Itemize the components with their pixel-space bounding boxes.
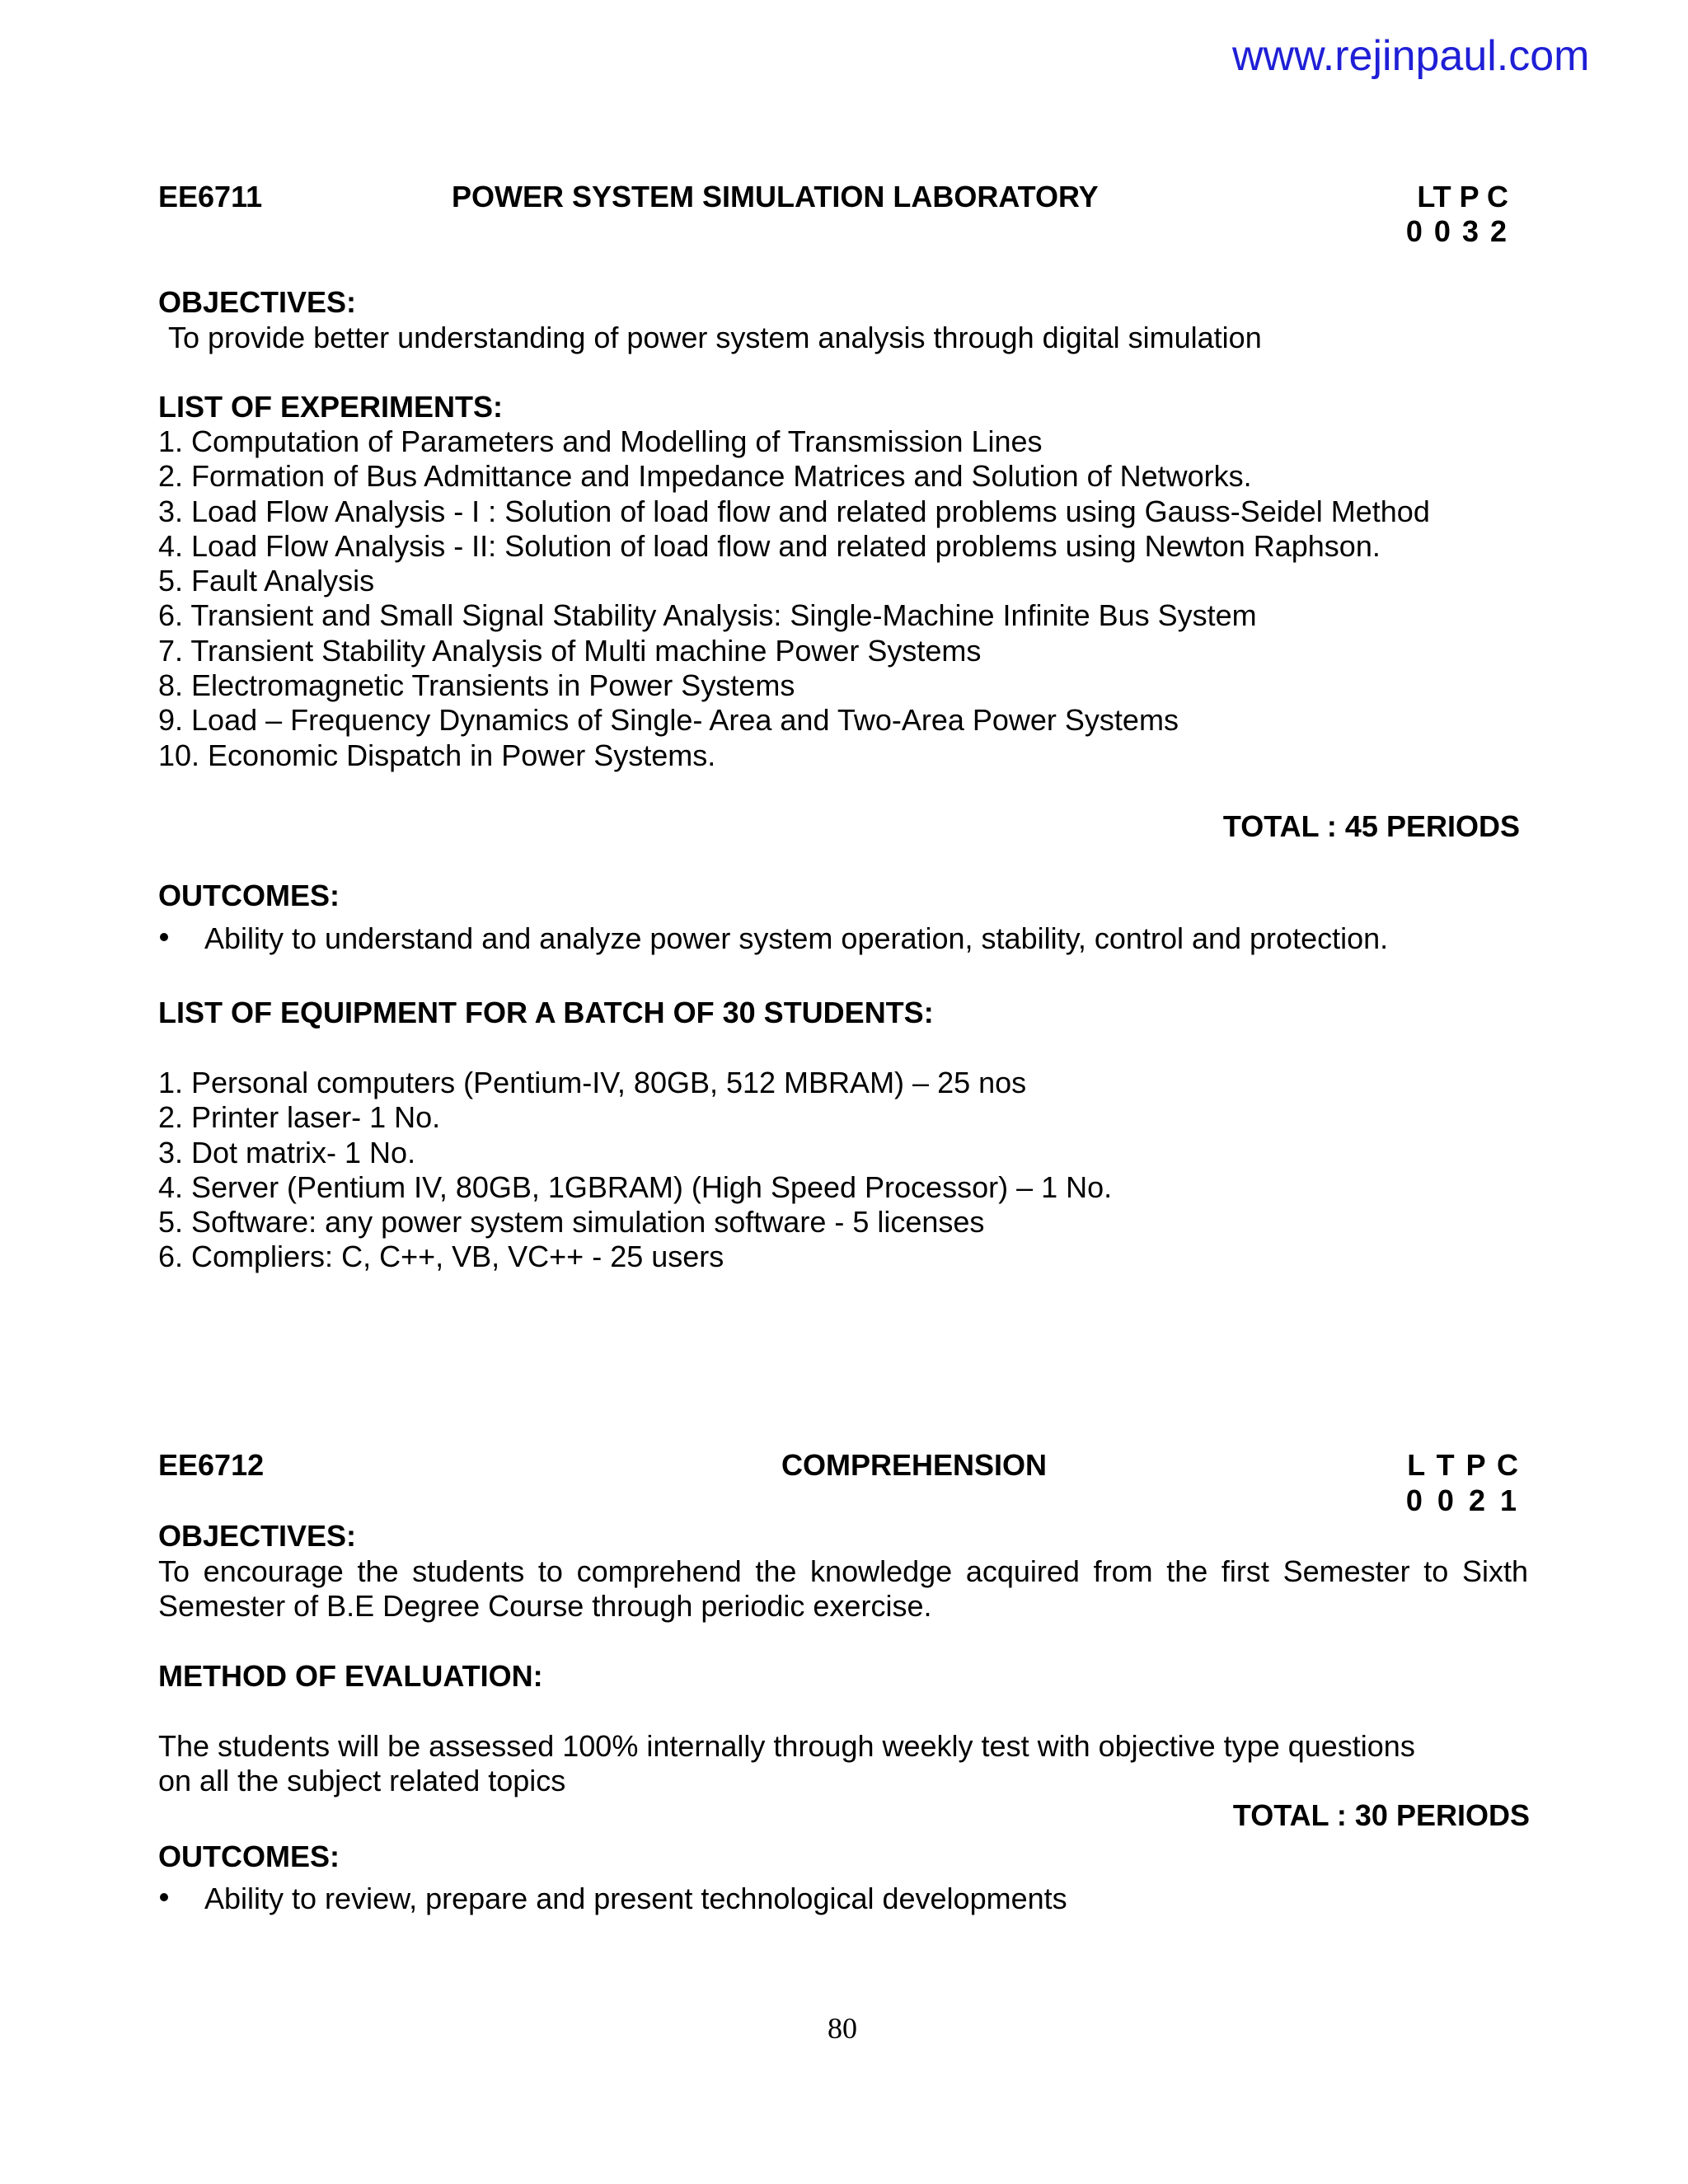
equipment-heading: LIST OF EQUIPMENT FOR A BATCH OF 30 STUDENTS:	[158, 996, 934, 1029]
course-code-ee6712: EE6712	[158, 1448, 265, 1482]
bullet-icon	[160, 1893, 168, 1901]
bullet-icon	[160, 933, 168, 941]
experiments-heading: LIST OF EXPERIMENTS:	[158, 390, 504, 424]
list-item: 8. Electromagnetic Transients in Power Systems	[158, 668, 795, 703]
list-item: 4. Load Flow Analysis - II: Solution of load flow and related problems using Newton Raphson.	[158, 528, 1381, 563]
ltpc-label-ee6711: LT P C	[1417, 180, 1508, 213]
outcome-item	[158, 1882, 1067, 1916]
list-item: 6. Transient and Small Signal Stability Analysis: Single-Machine Infinite Bus System	[158, 598, 1257, 633]
objectives-heading: OBJECTIVES:	[158, 1519, 357, 1553]
equipment-list	[158, 1066, 1112, 1275]
list-item: 1. Computation of Parameters and Modelling of Transmission Lines	[158, 424, 1043, 458]
evaluation-text-line1: The students will be assessed 100% internally through weekly test with objective type questions	[158, 1729, 1415, 1763]
objectives-text: To encourage the students to comprehend the knowledge acquired from the first Semester to Sixth Semester of B.E Degree Course through periodic exercise.	[158, 1554, 1528, 1623]
page-number: 80	[828, 2012, 857, 2045]
list-item: 3. Load Flow Analysis - I : Solution of load flow and related problems using Gauss-Seidel Method	[158, 494, 1430, 528]
course-title-ee6711: POWER SYSTEM SIMULATION LABORATORY	[452, 180, 1099, 213]
outcome-item	[158, 921, 1388, 956]
list-item: 10. Economic Dispatch in Power Systems.	[158, 738, 716, 772]
objectives-text: To provide better understanding of power system analysis through digital simulation	[168, 321, 1262, 354]
list-item: 2. Formation of Bus Admittance and Impedance Matrices and Solution of Networks.	[158, 459, 1252, 494]
experiments-list	[158, 424, 1430, 773]
outcome-text: Ability to understand and analyze power system operation, stability, control and protection.	[204, 921, 1389, 955]
site-url-link[interactable]: www.rejinpaul.com	[1232, 32, 1590, 80]
list-item: 5. Software: any power system simulation software - 5 licenses	[158, 1205, 985, 1240]
list-item: 3. Dot matrix- 1 No.	[158, 1135, 416, 1169]
total-periods-ee6712: TOTAL : 30 PERIODS	[1232, 1798, 1530, 1832]
list-item: 7. Transient Stability Analysis of Multi machine Power Systems	[158, 633, 982, 668]
list-item: 4. Server (Pentium IV, 80GB, 1GBRAM) (High Speed Processor) – 1 No.	[158, 1169, 1113, 1204]
course-title-ee6712: COMPREHENSION	[781, 1448, 1048, 1482]
evaluation-heading: METHOD OF EVALUATION:	[158, 1659, 543, 1693]
outcomes-heading: OUTCOMES:	[158, 879, 340, 912]
list-item: 9. Load – Frequency Dynamics of Single- Area and Two-Area Power Systems	[158, 703, 1179, 738]
ltpc-values-ee6711: 0 0 3 2	[1405, 214, 1508, 248]
list-item: 1. Personal computers (Pentium-IV, 80GB, 512 MBRAM) – 25 nos	[158, 1066, 1027, 1099]
list-item: 2. Printer laser- 1 No.	[158, 1100, 441, 1135]
outcome-text: Ability to review, prepare and present technological developments	[204, 1882, 1067, 1915]
ltpc-label-ee6712: L T P C	[1407, 1448, 1520, 1482]
ltpc-values-ee6712: 0 0 2 1	[1405, 1483, 1520, 1517]
list-item: 5. Fault Analysis	[158, 564, 375, 598]
evaluation-text-line2: on all the subject related topics	[158, 1764, 566, 1797]
outcomes-heading: OUTCOMES:	[158, 1840, 340, 1873]
course-code-ee6711: EE6711	[158, 180, 263, 213]
objectives-heading: OBJECTIVES:	[158, 285, 357, 319]
total-periods-ee6711: TOTAL : 45 PERIODS	[1222, 809, 1520, 843]
list-item: 6. Compliers: C, C++, VB, VC++ - 25 users	[158, 1240, 724, 1274]
